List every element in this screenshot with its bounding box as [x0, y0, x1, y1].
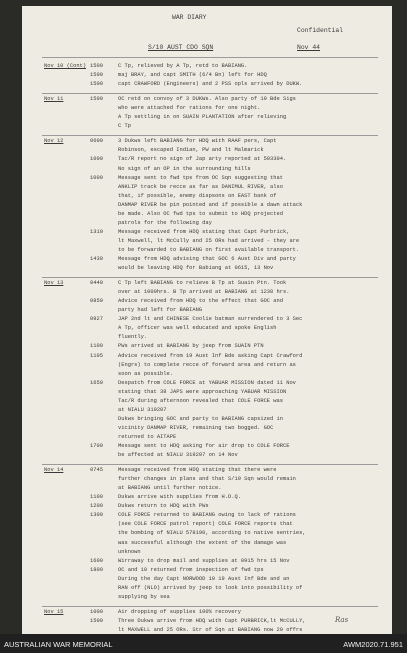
- entry-text: Air dropping of supplies 100% recovery: [118, 608, 241, 615]
- entry-text: at BABIANG until further notice.: [118, 485, 222, 492]
- footer-institution: AUSTRALIAN WAR MEMORIAL: [4, 640, 113, 649]
- section-rule: [42, 135, 378, 136]
- entry-text: unknown: [118, 548, 141, 555]
- footer-catalogue-id: AWM2020.71.951: [343, 640, 403, 649]
- entry-time: 1500: [90, 63, 103, 69]
- entry-text: returned to AITAPE: [118, 433, 177, 440]
- entry-text: A Tp settling in on SUAIN PLANTATION after relieving: [118, 114, 287, 121]
- entry-text: Message received from HDQ stating that there were: [118, 467, 277, 474]
- entry-time: 0850: [90, 298, 103, 305]
- entry-text: Robinson, escaped Indian, PW and lt Malmarick: [118, 147, 264, 154]
- entry-text: (Engrs) to complete recce of forward area and return as: [118, 361, 296, 368]
- entry-text: to be forwarded to BABIANG on first available transport.: [118, 246, 300, 253]
- entry-text: supplying by sea: [118, 593, 170, 600]
- entry-date: Nov 11: [44, 96, 64, 103]
- entry-time: 1000: [90, 608, 103, 615]
- entry-time: 1100: [90, 343, 103, 350]
- entry-text: DANMAP RIVER be pin pointed and if possible a dawn attack: [118, 201, 303, 208]
- entry-text: ANKLIP track be recce as far as DANIMUL RIVER, also: [118, 183, 283, 190]
- entry-time: 1000: [90, 156, 103, 163]
- classification-label: Confidential: [297, 27, 344, 34]
- entry-text: capt CRAWFORD (Engineers) and 2 PSS opls arrived by DUKW.: [118, 81, 303, 88]
- entry-text: lt MAXWELL and 25 ORs. Str of Sqn at BABIANG now 20 offrs: [118, 626, 303, 633]
- entry-text: C Tp, relieved by A Tp, retd to BABIANG.: [118, 63, 248, 69]
- entry-text: stating that 38 JAPS were approaching YABUAR MISSION: [118, 388, 287, 395]
- entry-text: OC retd on convoy of 3 DUKWs. Also party of 19 Bde Sigs: [118, 96, 296, 103]
- entry-time: 1500: [90, 617, 103, 624]
- entry-text: Message from HDQ advising that GOC 6 Aust Div and party: [118, 256, 296, 262]
- entry-text: 3 Dukws left BABIANG for HDQ with RAAF pers, Capt: [118, 138, 277, 145]
- entry-time: 1500: [90, 96, 103, 103]
- entry-text: Dukws arrive with supplies from H.D.Q.: [118, 494, 241, 501]
- entry-time: 1300: [90, 512, 103, 519]
- entry-time: 1200: [90, 503, 103, 510]
- entry-text: No sign of an OP in the surrounding hills: [118, 165, 251, 172]
- entry-text: at NIALU 319207: [118, 406, 167, 413]
- entry-text: party had left for BABIANG: [118, 307, 203, 314]
- entry-text: During the day Capt NORWOOD 10 19 Aust Inf Bde and an: [118, 575, 290, 582]
- entry-time: 1430: [90, 256, 103, 262]
- entry-text: vicinity DANMAP RIVER, remaining two bogged. GOC: [118, 424, 274, 431]
- entry-text: the bombing of NIALU 578190, according to native sentries,: [118, 530, 306, 537]
- entry-text: patrols for the following day: [118, 219, 212, 226]
- entry-text: lt Maxwell, lt McCully and 25 ORs had arrived - they are: [118, 237, 300, 244]
- entry-time: 1700: [90, 443, 103, 449]
- entry-text: C Tp left BABIANG to relieve B Tp at Suain Ptn. Took: [118, 280, 287, 287]
- entry-time: 1650: [90, 379, 103, 386]
- entry-time: 1600: [90, 557, 103, 564]
- entry-text: fluently.: [118, 334, 148, 341]
- entry-text: maj BRAY, and capt SMITH (6/4 Bn) left for HDQ: [118, 72, 267, 79]
- entry-text: was successful although the extent of the damage was: [118, 539, 287, 546]
- entry-text: soon as possible.: [118, 370, 173, 377]
- entry-text: (see COLE FORCE patrol report) COLE FORCE reports that: [118, 521, 293, 528]
- entry-date: Nov 10 (Cont): [44, 63, 87, 69]
- entry-text: Despatch from COLE FORCE at YABUAR MISSION dated 11 Nov: [118, 379, 296, 386]
- entry-text: Message sent to fwd tps from OC Sqn suggesting that: [118, 174, 283, 181]
- entry-text: Advice received from HDQ to the effect that GOC and: [118, 298, 283, 305]
- entry-text: Three Dukws arrive from HDQ with Capt PURBRICK,lt McCULLY,: [118, 617, 306, 624]
- entry-text: that, if possible, enemy dispsons on EAST bank of: [118, 192, 277, 199]
- entry-date: Nov 15: [44, 608, 64, 615]
- entry-text: PWs arrived at BABIANG by jeep from SUAIN PTN: [118, 343, 264, 350]
- entry-time: 0927: [90, 316, 103, 323]
- entry-text: who were attached for rations for one night.: [118, 105, 261, 112]
- entry-text: RAN off (NLO) arrived by jeep to look into possibility of: [118, 584, 303, 591]
- entry-text: Message sent to HDQ asking for air drop to COLE FORCE: [118, 443, 290, 449]
- entry-text: OC and 10 returned from inspection of fwd tps: [118, 566, 264, 573]
- entry-text: Message received from HDQ stating that Capt Purbrick,: [118, 228, 290, 235]
- unit-heading: S/10 AUST CDO SQN: [148, 44, 214, 51]
- entry-date: Nov 14: [44, 467, 64, 474]
- month-label: Nov 44: [297, 44, 321, 51]
- entry-text: Tac/R during afternoon revealed that COLE FORCE was: [118, 397, 283, 404]
- entry-text: Dukws return to HDQ with PWs: [118, 503, 209, 510]
- entry-text: be made. Also OC fwd tps to submit to HDQ projected: [118, 210, 283, 217]
- entry-text: COLE FORCE returned to BABIANG owing to lack of rations: [118, 512, 296, 519]
- entry-text: would be leaving HDQ for Babiang at 0615, 13 Nov: [118, 265, 274, 272]
- entry-time: 0440: [90, 280, 103, 287]
- header-rule: [42, 57, 378, 58]
- entry-text: further changes in plans and that S/10 Sqn would remain: [118, 476, 296, 483]
- signature-initials: Ras: [335, 616, 349, 624]
- section-rule: [42, 93, 378, 94]
- entry-text: Dukws bringing GOC and party to BABIANG capsized in: [118, 415, 283, 422]
- entry-text: A Tp, officer was well educated and spoke English: [118, 325, 277, 332]
- entry-text: Advice received from 19 Aust Inf Bde asking Capt Crawford: [118, 352, 303, 359]
- entry-time: 1310: [90, 228, 103, 235]
- entry-text: C Tp: [118, 123, 131, 130]
- document-title: WAR DIARY: [172, 14, 207, 21]
- entry-date: Nov 12: [44, 138, 64, 145]
- entry-date: Nov 13: [44, 280, 64, 287]
- section-rule: [42, 606, 378, 607]
- diary-page: [22, 6, 392, 634]
- entry-text: over at 1000hrs. B Tp arrived at BABIANG at 1230 hrs.: [118, 289, 290, 296]
- entry-time: 1800: [90, 566, 103, 573]
- entry-time: 1500: [90, 81, 103, 88]
- entry-time: 1100: [90, 494, 103, 501]
- entry-text: be affected at NIALU 319207 on 14 Nov: [118, 452, 238, 459]
- entry-time: 1105: [90, 352, 103, 359]
- archive-footer: [0, 634, 407, 653]
- entry-time: 0600: [90, 138, 103, 145]
- entry-time: 1500: [90, 72, 103, 79]
- entry-text: JAP 2nd lt and CHINESE Coolie batman surrendered to 3 Sec: [118, 316, 303, 323]
- entry-time: 0745: [90, 467, 103, 474]
- entry-time: 1000: [90, 174, 103, 181]
- entry-text: Wirraway to drop mail and supplies at 0915 hrs 15 Nov: [118, 557, 290, 564]
- entry-text: Tac/R report no sign of Jap arty reported at 593304.: [118, 156, 287, 163]
- section-rule: [42, 464, 378, 465]
- section-rule: [42, 277, 378, 278]
